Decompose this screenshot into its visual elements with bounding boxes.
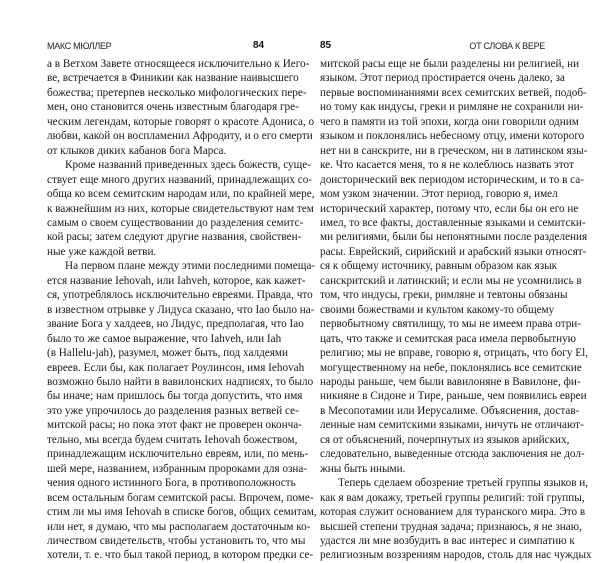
body-text [320, 57, 592, 563]
text-line: звание Бога у халдеев, но Лидус, предполагая, что Iao [47, 318, 304, 331]
text-line: ческим легендам, которые говорят о красоте Адониса, о [47, 115, 315, 128]
page-number: 84 [253, 40, 265, 51]
text-line: удастся ли мне возбудить в вас интерес и симпатию к [320, 534, 575, 547]
text-line: народы раньше, чем были вавилоняне в Вавилоне, фи- [320, 375, 581, 388]
right-page [300, 0, 600, 562]
text-line: чения одного истинного Бога, в противоположность [47, 477, 296, 490]
text-line: но тому как индусы, греки и римляне не сохранили ни- [320, 101, 584, 114]
text-line: хотели, т. е. что был такой период, в котором предки се- [47, 549, 314, 562]
text-line: расы. Еврейский, сирийский и арабский языки относят- [320, 245, 587, 258]
text-line: божества; претерпев несколько мифологических пере- [47, 86, 307, 99]
text-line: (в Hallelu-jah), разумел, может быть, под халдеями [47, 347, 288, 360]
text-line: которая служит основанием для туранского мира. Это в [320, 506, 586, 519]
text-line: ся, употреблялось исключительно евреями. Правда, что [47, 289, 313, 302]
text-line: ствует еще много других названий, принадлежащих со- [47, 173, 313, 186]
text-line: ке. Что касается меня, то я не колеблюсь назвать этот [320, 159, 574, 172]
text-line: санскритский и латинский; и если мы не усомнились в [320, 274, 582, 287]
text-line: высшей степени трудная задача; признаюсь, я не знаю, [320, 520, 582, 533]
text-line: исторический характер, потому что, если бы он его не [320, 202, 579, 215]
text-line: ные уже каждой ветви. [47, 245, 157, 258]
text-line: своими божествами и культом какому-то общему [320, 303, 555, 316]
page-number: 85 [320, 40, 332, 51]
text-line: возможно было найти в вавилонских надписях, то было [47, 375, 314, 388]
text-line: На первом плане между этими последними помеща- [65, 260, 316, 273]
text-line: митской расы; но пока этот факт не проверен оконча- [47, 419, 302, 432]
text-line: языком. Этот период простирается очень далеко, за [320, 72, 565, 85]
text-line: цать, что также и семитская раса имела первобытную [320, 332, 577, 345]
text-line: всем остальным богам семитской расы. Впрочем, поме- [47, 491, 314, 504]
text-line: Кроме названий приведенных здесь божеств, суще- [65, 159, 311, 172]
text-line: кой расы; затем следуют другие названия, свойствен- [47, 231, 302, 244]
text-line: митской расы еще не были разделены ни религией, ни [320, 58, 580, 70]
text-line: первые воспоминаниями всех семитских ветвей, подоб- [320, 86, 587, 99]
text-line: к важнейшим из них, которые свидетельствуют нам тем [47, 202, 314, 215]
text-line: обща ко всем семитским народам или, по крайней мере, [47, 188, 315, 201]
text-line: языком и поклонялись небесному отцу, имени которого [320, 130, 585, 143]
text-line: евреев. Если бы, как полагает Роулинсон, имя Iehovah [47, 361, 305, 374]
text-line: следовательно, выведенные отсюда заключения не дол- [320, 448, 585, 461]
body-text [47, 57, 317, 563]
text-line: бы иначе; нам пришлось бы тогда допустить, что имя [47, 390, 303, 403]
text-line: Теперь сделаем обозрение третьей группы языков и, [338, 477, 589, 490]
text-line: это уже упрочилось до разделения разных ветвей се- [47, 404, 299, 417]
text-line: в известном отрывке у Лидуса сказано, что Iao было на- [47, 303, 315, 316]
text-line: шей мере, названием, избранным пророками для озна- [47, 462, 308, 475]
text-line: имел, то все факты, доставленные языками и семитски- [320, 216, 586, 229]
text-line: стим ли мы имя Iehovah в списке богов, общих семитам, [47, 506, 317, 519]
text-line: ся к общему источнику, равным образом как язык [320, 260, 558, 273]
text-line: доисторический век периодом историческим, и то в са- [320, 173, 584, 186]
text-line: ве, встречается в Финикии как название наивысшего [47, 72, 299, 85]
text-line: религию; мы не вправе, говорю я, отрицать, что богу El, [320, 347, 588, 360]
text-line: принадлежащим исключительно евреям, или, по мень- [47, 448, 309, 461]
text-line: любви, какой он воспламенил Афродиту, и о его смерти [47, 130, 313, 143]
text-line: ленные нам семитскими языками, ничуть не отличают- [320, 419, 584, 432]
text-line: чего в памяти из той эпохи, когда они говорили одним [320, 115, 579, 128]
running-head-title: ОТ СЛОВА К ВЕРЕ [469, 41, 545, 51]
text-line: ми религиями, были бы непонятными после разделения [320, 231, 588, 244]
text-line: как я вам докажу, третьей группы религий: той группы, [320, 491, 585, 504]
text-line: ется название Iehovah, или Iahveh, которое, как кажет- [47, 274, 306, 287]
text-line: том, что индусы, греки, римляне и тевтоны обязаны [320, 289, 568, 302]
text-line: в Месопотамии или Иерусалиме. Объяснения, достав- [320, 404, 580, 417]
text-line: или нет, я думаю, что мы располагаем достаточным ко- [47, 520, 311, 533]
text-line: могущественному на небе, поклонялись все семитские [320, 361, 582, 374]
text-line: было то же самое выражение, что Iahveh, или Iah [47, 332, 282, 345]
text-line: нет ни в санскрите, ни в греческом, ни в латинском язы- [320, 144, 588, 157]
text-line: религиозным воззрениям народов, столь для нас чуждых [320, 549, 592, 562]
text-line: тельно, мы всегда будем считать Iehovah божеством, [47, 433, 298, 446]
text-line: ся от объяснений, почерпнутых из языков арийских, [320, 433, 570, 446]
text-line: жны быть иными. [320, 462, 406, 475]
text-line: мен, оно становится очень известным благодаря гре- [47, 101, 299, 114]
text-line: никияне в Сидоне и Тире, раньше, чем появились евреи [320, 390, 587, 403]
text-line: личеством свидетельств, чтобы установить то, что мы [47, 534, 306, 547]
running-head-author: МАКС МЮЛЛЕР [47, 41, 112, 51]
text-line: мом узком значении. Этот период, говорю я, имел [320, 188, 558, 201]
text-line: от клыков диких кабанов бога Марса. [47, 144, 227, 157]
text-line: а в Ветхом Завете относящееся исключительно к Иего- [47, 58, 310, 70]
text-line: первобытному святилищу, то мы не имеем права отри- [320, 318, 582, 331]
text-line: самым о своем существовании до разделения семитс- [47, 216, 304, 229]
